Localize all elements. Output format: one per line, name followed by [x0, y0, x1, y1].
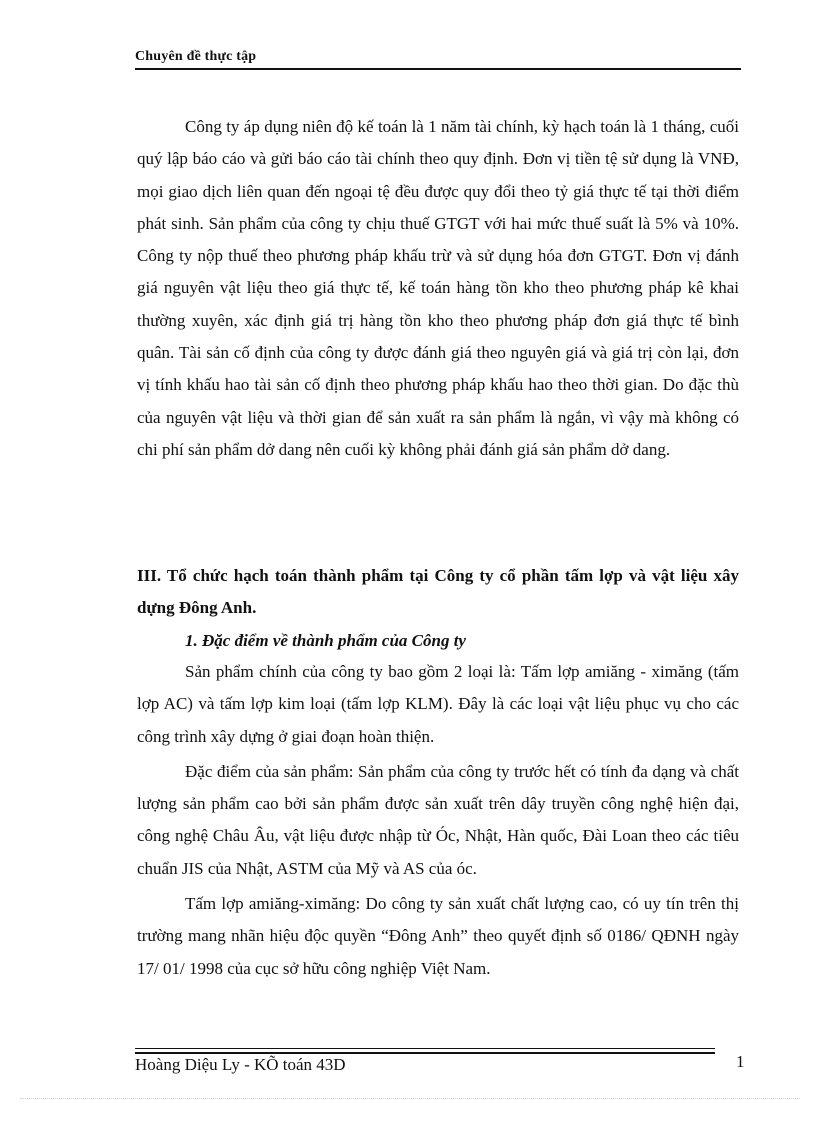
header-rule	[135, 68, 741, 70]
footer-rule	[135, 1048, 715, 1049]
body-paragraph: Đặc điểm của sản phẩm: Sản phẩm của công ty trước hết có tính đa dạng và chất lượng sản phẩm cao bởi sản phẩm được sản xuất trên dây truyền công nghệ hiện đại, công nghệ Châu Âu, vật liệu được nhập từ Óc, Nhật, Hàn quốc, Đài Loan theo các tiêu chuẩn JIS của Nhật, ASTM của Mỹ và AS của óc.	[137, 761, 739, 878]
footer-rule-double	[135, 1052, 715, 1054]
body-paragraph: Tấm lợp amiăng-ximăng: Do công ty sản xuất chất lượng cao, có uy tín trên thị trường mang nhãn hiệu độc quyền “Đông Anh” theo quyết định số 0186/ QĐNH ngày 17/ 01/ 1998 của cục sở hữu công nghiệp Việt Nam.	[137, 894, 739, 978]
footer-author: Hoàng Diệu Ly - KÕ toán 43D	[135, 1055, 346, 1074]
intro-paragraph-block	[137, 111, 739, 466]
intro-paragraph: Công ty áp dụng niên độ kế toán là 1 năm tài chính, kỳ hạch toán là 1 tháng, cuối quý lập báo cáo và gửi báo cáo tài chính theo quy định. Đơn vị tiền tệ sử dụng là VNĐ, mọi giao dịch liên quan đến ngoại tệ đều được quy đổi theo tỷ giá thực tế tại thời điểm phát sinh. Sản phẩm của công ty chịu thuế GTGT với hai mức thuế suất là 5% và 10%. Công ty nộp thuế theo phương pháp khấu trừ và sử dụng hóa đơn GTGT. Đơn vị đánh giá nguyên vật liệu theo giá thực tế, kế toán hàng tồn kho theo phương pháp kê khai thường xuyên, xác định giá trị hàng tồn kho theo phương pháp đơn giá thực tế bình quân. Tài sản cố định của công ty được đánh giá theo nguyên giá và giá trị còn lại, đơn vị tính khấu hao tài sản cố định theo phương pháp khấu hao theo thời gian. Do đặc thù của nguyên vật liệu và thời gian để sản xuất ra sản phẩm là ngắn, vì vậy mà không có chi phí sản phẩm dở dang nên cuối kỳ không phải đánh giá sản phẩm dở dang.	[137, 117, 739, 459]
running-header-title: Chuyên đề thực tập	[135, 49, 257, 64]
section-heading: III. Tổ chức hạch toán thành phẩm tại Công ty cổ phần tấm lợp và vật liệu xây dựng Đông Anh.	[137, 566, 739, 618]
section-body	[137, 656, 739, 985]
body-paragraph: Sản phẩm chính của công ty bao gồm 2 loại là: Tấm lợp amiăng - ximăng (tấm lợp AC) và tấm lợp kim loại (tấm lợp KLM). Đây là các loại vật liệu phục vụ cho các công trình xây dựng ở giai đoạn hoàn thiện.	[137, 662, 739, 746]
section-heading-block	[137, 560, 739, 657]
page-number: 1	[736, 1052, 745, 1071]
section-subheading: 1. Đặc điểm về thành phẩm của Công ty	[185, 630, 466, 650]
page-bottom-edge	[20, 1098, 800, 1099]
